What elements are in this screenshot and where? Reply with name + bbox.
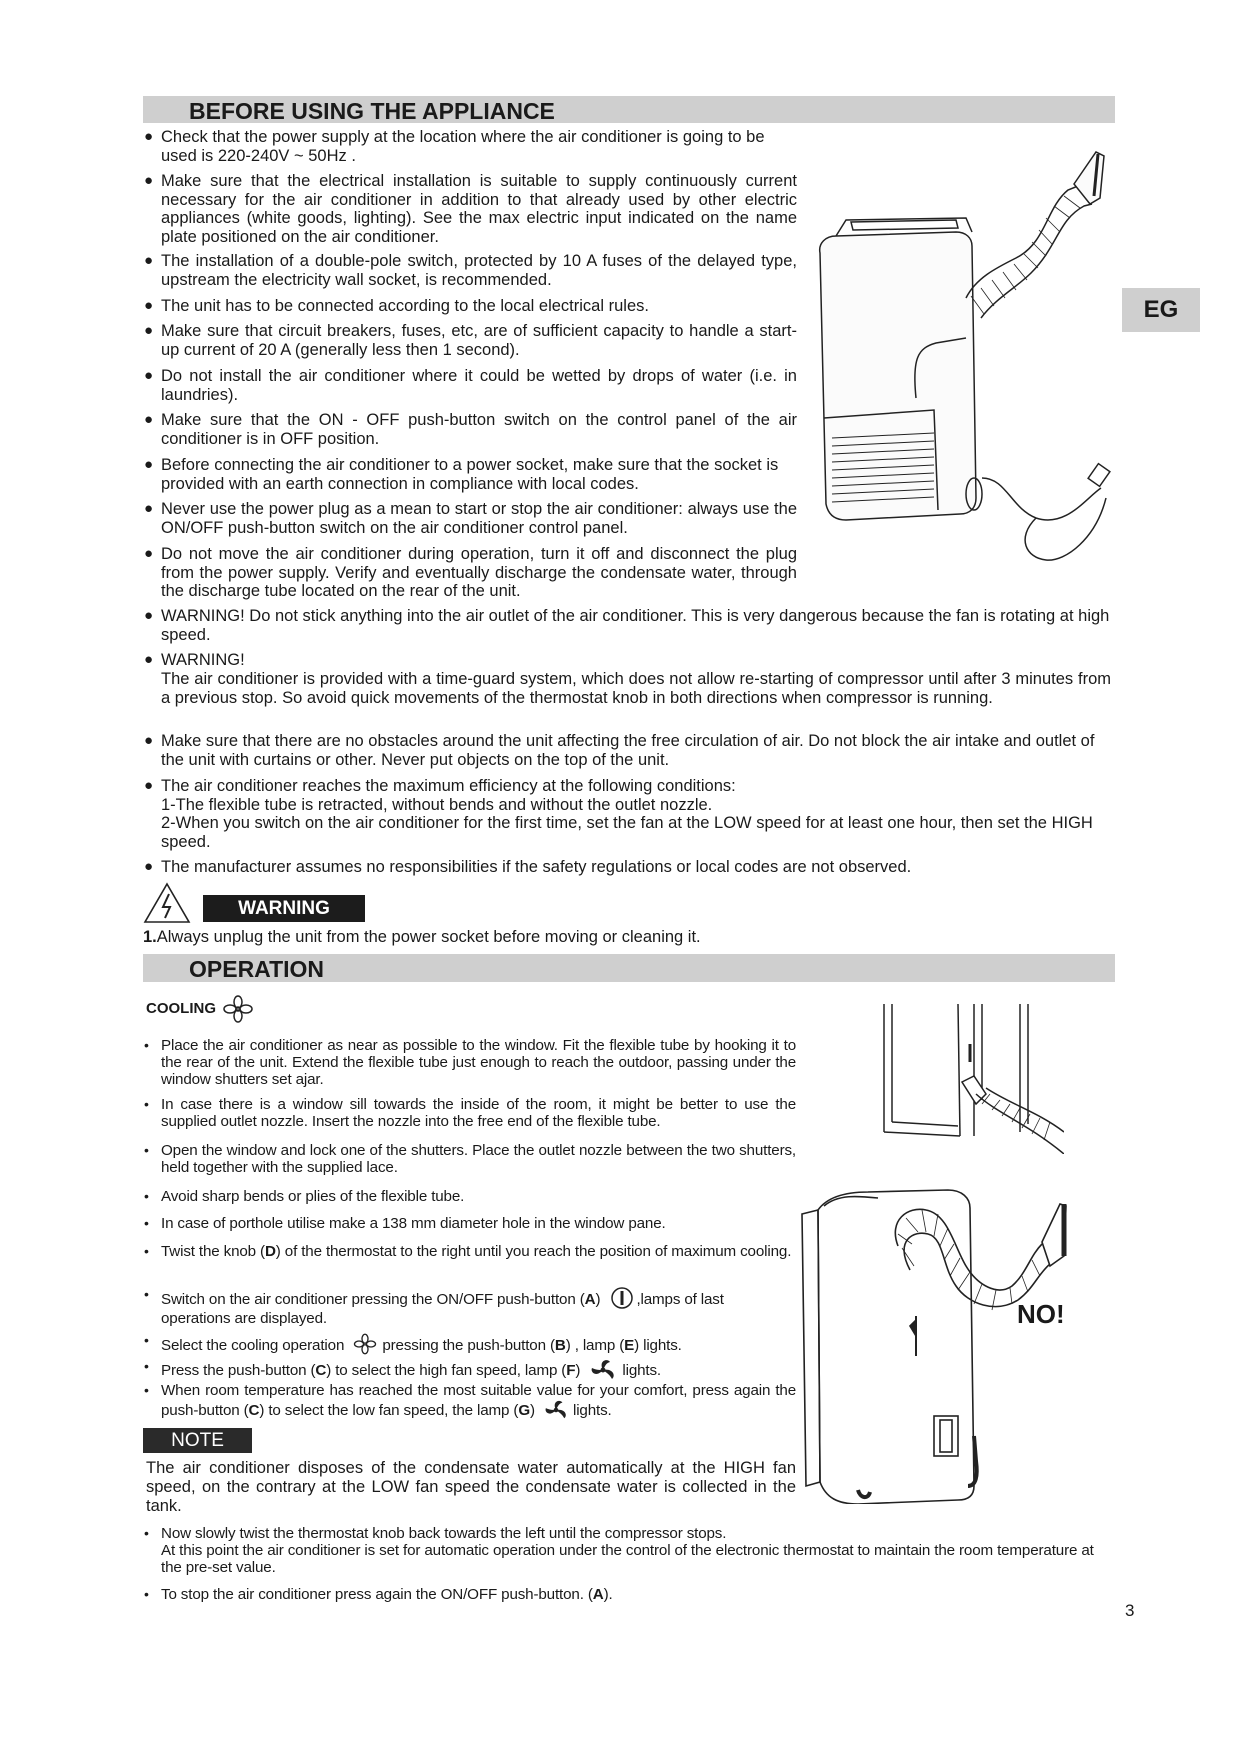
list-item: ● Before connecting the air conditioner to a power socket, make sure that the socket is provided with an earth connection in compliance with local codes. bbox=[144, 456, 779, 493]
list-item: • Place the air conditioner as near as possible to the window. Fit the flexible tube by hooking it to the rear of the unit. Extend the flexible tube just enough to reach the outdoor, passing under the window shutters set ajar. bbox=[144, 1037, 796, 1088]
note-text: The air conditioner disposes of the condensate water automatically at the HIGH fan speed, on the contrary at the LOW fan speed the condensate water is collected in the tank. bbox=[146, 1459, 796, 1515]
no-label: NO! bbox=[1017, 1299, 1065, 1329]
list-item: ● Do not move the air conditioner during operation, turn it off and disconnect the plug from the power supply. Verify and eventually discharge the condensate water, through the discharge tube located on the rear of the unit. bbox=[144, 545, 797, 600]
condition-1: 1-The flexible tube is retracted, without bends and without the outlet nozzle. bbox=[161, 796, 713, 814]
section-title-operation: OPERATION bbox=[189, 956, 325, 982]
list-item: ● Never use the power plug as a mean to start or stop the air conditioner: always use the ON/OFF push-button switch on the air conditioner control panel. bbox=[144, 500, 797, 537]
automatic-operation-text: At this point the air conditioner is set for automatic operation under the control of the electronic thermostat to maintain the room temperature at the pre-set value. bbox=[161, 1542, 1094, 1576]
list-item: ● The manufacturer assumes no responsibilities if the safety regulations or local codes are not observed. bbox=[144, 858, 912, 876]
warning-label: WARNING bbox=[203, 895, 365, 922]
list-item: • In case of porthole utilise make a 138 mm diameter hole in the window pane. bbox=[144, 1215, 666, 1232]
list-item: • Now slowly twist the thermostat knob back towards the left until the compressor stops. bbox=[144, 1525, 727, 1542]
list-item: • Twist the knob (D) of the thermostat to the right until you reach the position of maximum cooling. bbox=[144, 1243, 792, 1260]
list-item: ● Make sure that the ON - OFF push-button switch on the control panel of the air conditioner is in OFF position. bbox=[144, 411, 797, 448]
list-item: • Select the cooling operation pressing the push-button (B) , lamp (E) lights. bbox=[144, 1332, 682, 1354]
cooling-mode-icon bbox=[352, 1332, 378, 1356]
list-item: ● Make sure that circuit breakers, fuses, etc, are of sufficient capacity to handle a start-up current of 20 A (generally less then 1 second). bbox=[144, 322, 797, 359]
list-item: • Switch on the air conditioner pressing the ON/OFF push-button (A) ,lamps of last operations are displayed. bbox=[144, 1286, 724, 1327]
list-item: ● Check that the power supply at the location where the air conditioner is going to be used is 220-240V ~ 50Hz . bbox=[144, 128, 765, 165]
list-item: ● WARNING! bbox=[144, 651, 245, 669]
list-item: ● Do not install the air conditioner where it could be wetted by drops of water (i.e. in laundries). bbox=[144, 367, 797, 404]
list-item: • Avoid sharp bends or plies of the flexible tube. bbox=[144, 1188, 465, 1205]
section-header-operation bbox=[143, 954, 1115, 982]
list-item: ● WARNING! Do not stick anything into the air outlet of the air conditioner. This is very dangerous because the fan is rotating at high speed. bbox=[144, 607, 1110, 644]
list-item: • In case there is a window sill towards the inside of the room, it might be better to use the supplied outlet nozzle. Insert the nozzle into the free end of the flexible tube. bbox=[144, 1096, 796, 1130]
language-tab: EG bbox=[1122, 288, 1200, 332]
power-button-icon bbox=[610, 1286, 634, 1310]
list-item: ● The air conditioner reaches the maximum efficiency at the following conditions: bbox=[144, 777, 736, 795]
page-number: 3 bbox=[1125, 1601, 1135, 1620]
list-item: • To stop the air conditioner press again the ON/OFF push-button. (A). bbox=[144, 1586, 613, 1603]
list-item: ● The unit has to be connected according to the local electrical rules. bbox=[144, 297, 649, 315]
list-item: • Press the push-button (C) to select the high fan speed, lamp (F) lights. bbox=[161, 1358, 796, 1382]
low-fan-icon bbox=[542, 1399, 570, 1421]
list-item: ● The installation of a double-pole switch, protected by 10 A fuses of the delayed type, upstream the electricity wall socket, is recommended. bbox=[144, 252, 797, 289]
list-item: ● Make sure that the electrical installation is suitable to supply continuously current necessary for the air conditioner in addition to that already used by other electric appliances (white goods, lighting). See the max electric input indicated on the name plate positioned on the air conditioner. bbox=[144, 172, 797, 246]
list-item: ● Make sure that there are no obstacles around the unit affecting the free circulation of air. Do not block the air intake and outlet of the unit with curtains or other. Never put objects on the top of the unit. bbox=[144, 732, 1095, 769]
warning-number: 1. bbox=[143, 928, 157, 946]
warning-triangle-icon bbox=[143, 882, 191, 924]
list-item: • When room temperature has reached the most suitable value for your comfort, press again the push-button (C) to select the low fan speed, the lamp (G) lights. bbox=[144, 1382, 796, 1419]
cooling-label: COOLING bbox=[146, 1000, 216, 1017]
condition-2: 2-When you switch on the air conditioner for the first time, set the fan at the LOW speed for at least one hour, then set the HIGH speed. bbox=[161, 814, 1093, 851]
snowflake-icon bbox=[221, 993, 255, 1025]
appliance-illustration bbox=[806, 148, 1116, 578]
window-illustration bbox=[878, 1004, 1064, 1154]
section-title-before: BEFORE USING THE APPLIANCE bbox=[189, 98, 555, 124]
note-label: NOTE bbox=[143, 1428, 252, 1453]
section-header-before bbox=[143, 96, 1115, 123]
warning-text: 1.Always unplug the unit from the power socket before moving or cleaning it. bbox=[143, 928, 701, 946]
time-guard-text: The air conditioner is provided with a time-guard system, which does not allow re-starting of compressor until after 3 minutes from a previous stop. So avoid quick movements of the thermostat knob in both directions when compressor is running. bbox=[161, 670, 1111, 707]
high-fan-icon bbox=[588, 1358, 618, 1382]
list-item: • Open the window and lock one of the shutters. Place the outlet nozzle between the two shutters, held together with the supplied lace. bbox=[144, 1142, 796, 1176]
bent-tube-illustration bbox=[798, 1186, 1078, 1504]
